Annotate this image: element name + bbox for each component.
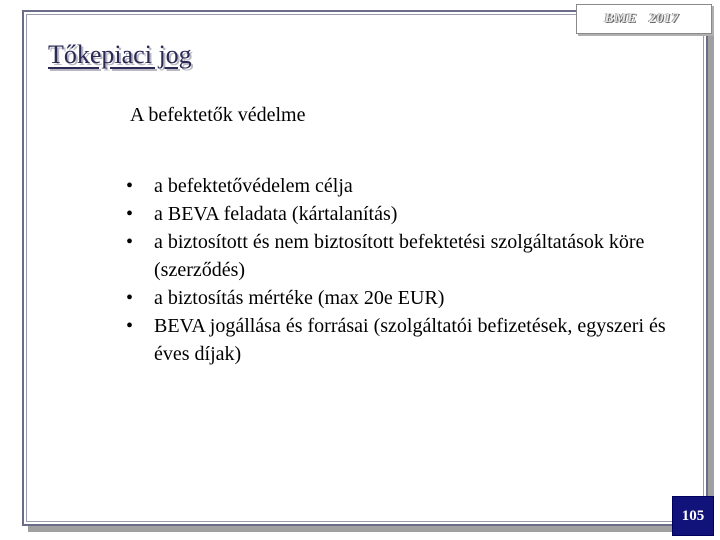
bullet-dot-icon: • [126,287,134,309]
header-tag-box [576,4,712,34]
bullet-list [126,172,696,368]
page-number-badge [672,496,714,536]
slide-title: Tőkepiaci jog [48,40,192,69]
bullet-item [126,228,696,284]
bullet-dot-icon: • [126,315,134,337]
slide-subtitle: A befektetők védelme [130,104,306,126]
bullet-item [126,200,696,228]
bullet-item [126,284,696,312]
bullet-text: a biztosítás mértéke (max 20e EUR) [154,287,445,309]
header-tag-text: BME 2017 [604,11,679,26]
bullet-item [126,312,696,368]
bullet-item [126,172,696,200]
bullet-text: a BEVA feladata (kártalanítás) [154,203,398,225]
page-number: 105 [681,507,705,524]
bullet-dot-icon: • [126,203,134,225]
bullet-text: a befektetővédelem célja [154,175,353,197]
bullet-dot-icon: • [126,175,134,197]
bullet-text: a biztosított és nem biztosított befektetési szolgáltatások köre (szerződés) [154,231,645,281]
bullet-text: BEVA jogállása és forrásai (szolgáltatói befizetések, egyszeri és éves díjak) [154,315,666,365]
bullet-dot-icon: • [126,231,134,253]
